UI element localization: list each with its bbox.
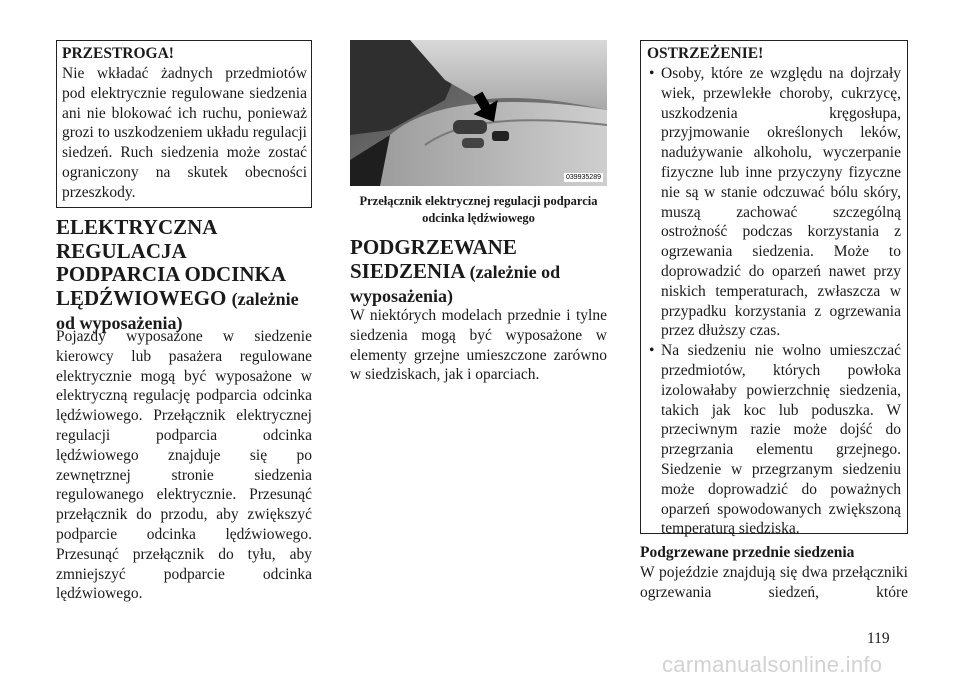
lumbar-body: Pojazdy wyposażone w siedzenie kierowcy lub pasażera regulowane elektrycznie mogą być wyposażone w elektryczną regulację podparcia odcinka lędźwiowego. Przełącznik elektrycznej regulacji podparcia odcinka lędźwiowego znajduje się po zewnętrznej stronie siedzenia regulowanego elektrycznie. Przesunąć przełącznik do przodu, aby zwiększyć podparcie odcinka lędźwiowego. Przesunąć przełącznik do tyłu, aby zmniejszyć podparcie odcinka lędźwiowego. — [56, 328, 312, 603]
photo-caption: Przełącznik elektrycznej regulacji podparcia odcinka lędźwiowego — [359, 194, 598, 225]
seat-switch-illustration — [350, 40, 607, 186]
warning-item: • Na siedzeniu nie wolno umieszczać przedmiotów, których powłoka izolowałaby powierzchnię siedzenia, takich jak koc lub poduszka. W przeciwnym razie może dojść do przegrzania elementu grzejnego. Siedzenie w przegrzanym siedzeniu może doprowadzić do poważnych oparzeń spowodowanych zwiększoną temperaturą siedziska. — [647, 341, 901, 539]
caution-box — [56, 40, 312, 208]
heated-seats-body: W niektórych modelach przednie i tylne siedzenia mogą być wyposażone w elementy grzejne umieszczone zarówno w siedziskach, jak i oparciach. — [350, 307, 607, 384]
front-heated-seats-subheading: Podgrzewane przednie siedzenia — [640, 544, 855, 561]
warning-item: • Osoby, które ze względu na dojrzały wiek, przewlekłe choroby, cukrzycę, uszkodzenia kręgosłupa, przyjmowanie określonych leków, nadużywanie alkoholu, wyczerpanie fizyczne lub inne przyczyny fizyczne nie są w stanie odczuwać bólu skóry, muszą zachować szczególną ostrożność podczas korzystania z ogrzewania siedzenia. Może to doprowadzić do oparzeń nawet przy niskich temperaturach, zwłaszcza w przypadku korzystania z ogrzewania przez dłuższy czas. — [647, 64, 901, 341]
lumbar-heading-main: ELEKTRYCZNA REGULACJA PODPARCIA ODCINKA LĘDŹWIOWEGO — [56, 215, 285, 310]
lumbar-heading — [56, 216, 312, 336]
warning-box — [640, 40, 908, 538]
watermark: carmanualsonline.info — [662, 652, 883, 677]
lumbar-heading-sub: (zależnie od wyposażenia) — [56, 288, 299, 333]
front-heated-seats-body: W pojeździe znajdują się dwa przełączniki ogrzewania siedzeń, które — [640, 564, 908, 601]
caution-title: PRZESTROGA! — [62, 45, 174, 62]
heated-seats-heading-sub: (zależnie od wyposażenia) — [350, 261, 561, 306]
page-number: 119 — [867, 630, 890, 647]
warning-list — [647, 64, 901, 539]
heated-seats-heading — [350, 236, 607, 309]
caution-text: Nie wkładać żadnych przedmiotów pod elektrycznie regulowane siedzenia ani nie blokować ich ruchu, ponieważ grozi to uszkodzeniem układu regulacji siedzeń. Ruch siedzenia może zostać ograniczony na skutek obecności przeszkody. — [62, 65, 307, 201]
photo-code: 039935289 — [565, 174, 601, 181]
warning-title: OSTRZEŻENIE! — [647, 45, 764, 62]
heated-seats-heading-main: PODGRZEWANE SIEDZENIA — [350, 235, 517, 283]
seat-switch-photo — [350, 40, 607, 186]
